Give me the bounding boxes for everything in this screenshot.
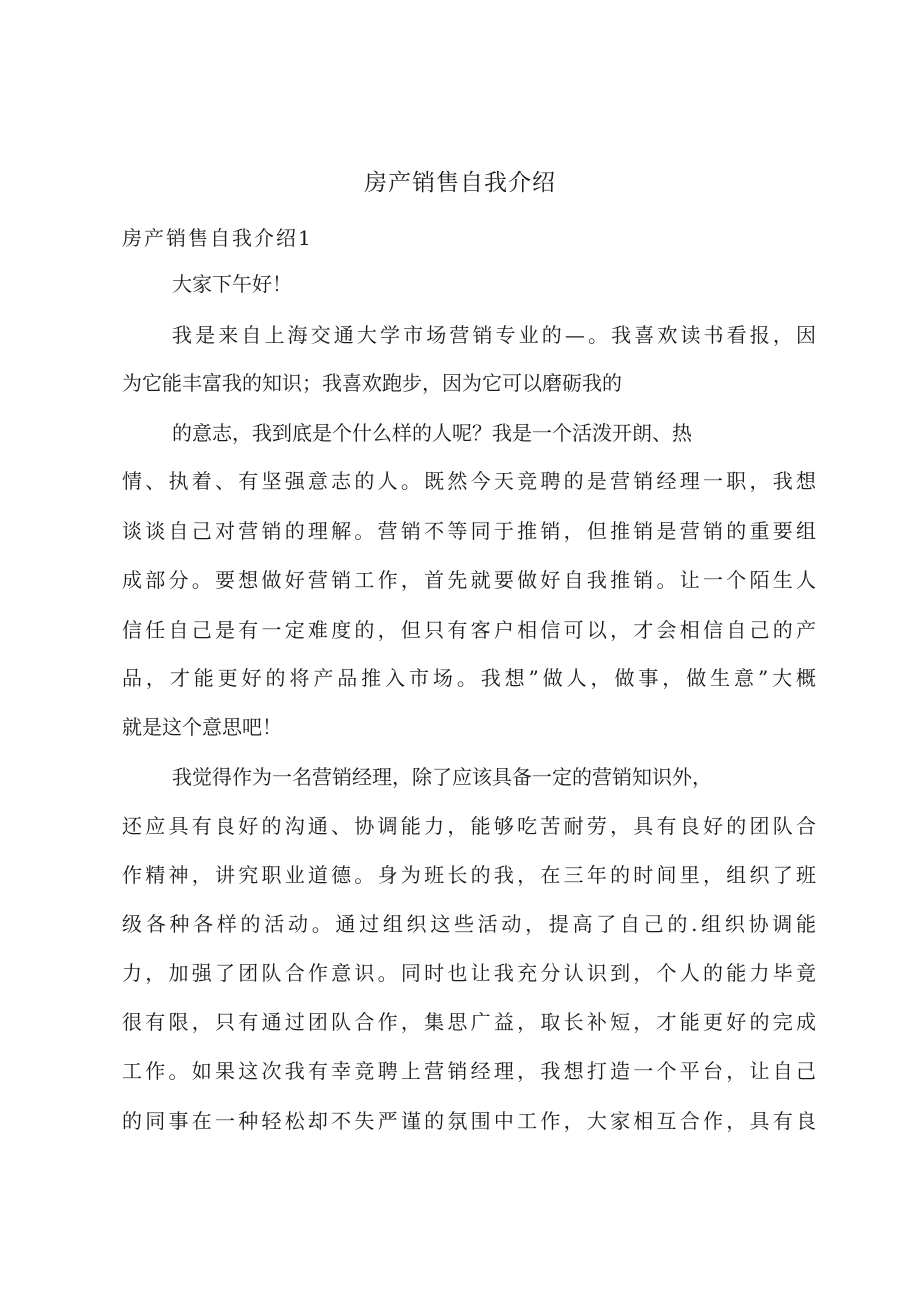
text-line: 品，才能更好的将产品推入市场。我想”做人，做事，做生意”大概 <box>122 666 816 690</box>
text-line: 我是来自上海交通大学市场营销专业的—。我喜欢读书看报，因 <box>172 323 816 347</box>
text-line: 为它能丰富我的知识；我喜欢跑步，因为它可以磨砺我的 <box>122 371 622 395</box>
text-line: 就是这个意思吧！ <box>122 715 282 739</box>
text-line: 的意志，我到底是个什么样的人呢？我是一个活泼开朗、热 <box>172 421 692 445</box>
text-line: 谈谈自己对营销的理解。营销不等同于推销，但推销是营销的重要组 <box>122 519 816 543</box>
text-line: 还应具有良好的沟通、协调能力，能够吃苦耐劳，具有良好的团队合 <box>122 814 816 838</box>
text-line: 力，加强了团队合作意识。同时也让我充分认识到，个人的能力毕竟 <box>122 961 816 985</box>
text-line: 信任自己是有一定难度的，但只有客户相信可以，才会相信自己的产 <box>122 618 816 642</box>
document-title: 房产销售自我介绍 <box>364 170 556 196</box>
text-line: 级各种各样的活动。通过组织这些活动，提高了自己的.组织协调能 <box>122 912 816 936</box>
text-line: 情、执着、有坚强意志的人。既然今天竞聘的是营销经理一职，我想 <box>122 469 816 493</box>
text-line: 作精神，讲究职业道德。身为班长的我，在三年的时间里，组织了班 <box>122 863 816 887</box>
text-line: 的同事在一种轻松却不失严谨的氛围中工作，大家相互合作，具有良 <box>122 1109 816 1133</box>
text-line: 我觉得作为一名营销经理，除了应该具备一定的营销知识外， <box>172 765 712 789</box>
text-line: 成部分。要想做好营销工作，首先就要做好自我推销。让一个陌生人 <box>122 568 816 592</box>
text-line: 大家下午好！ <box>172 272 292 296</box>
text-line: 工作。如果这次我有幸竞聘上营销经理，我想打造一个平台，让自己 <box>122 1059 816 1083</box>
text-line: 很有限，只有通过团队合作，集思广益，取长补短，才能更好的完成 <box>122 1010 816 1034</box>
section-heading: 房产销售自我介绍1 <box>122 226 313 250</box>
